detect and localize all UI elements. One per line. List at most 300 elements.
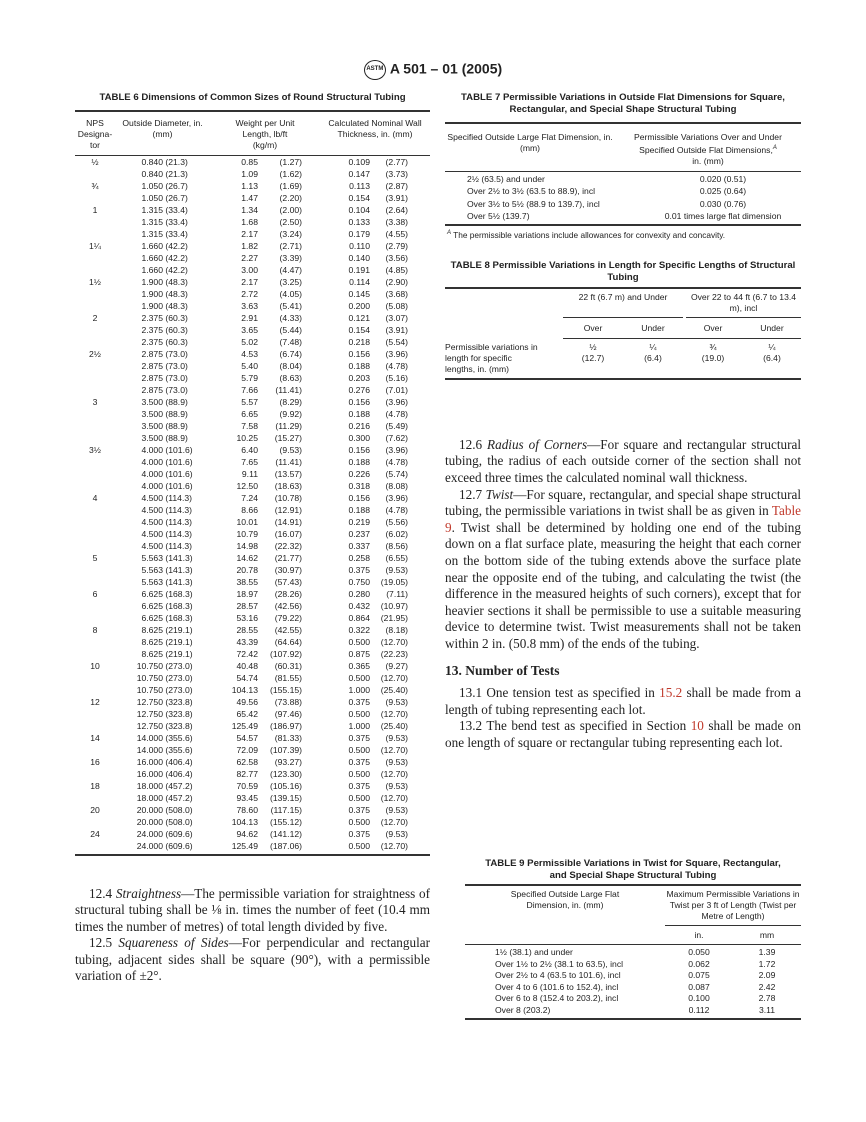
table-row (465, 970, 801, 982)
outside-diameter: 5.563 (141.3) (141, 576, 193, 587)
t8-sub: Over (583, 322, 603, 333)
outside-diameter: 1.660 (42.2) (141, 240, 188, 251)
weight: 53.16 (79.22) (236, 612, 302, 623)
section-10-link[interactable]: 10 (690, 718, 704, 734)
table-row (75, 684, 430, 696)
table-row (465, 947, 801, 959)
wall-thickness: 0.750 (19.05) (348, 576, 408, 587)
nps (75, 228, 115, 240)
table-row (75, 420, 430, 432)
weight: 10.01 (14.91) (236, 516, 302, 527)
wall-thickness: 0.365 (9.27) (348, 660, 408, 671)
wall-thickness: 0.188 (4.78) (348, 360, 408, 371)
section-13-heading: 13. Number of Tests (445, 662, 560, 678)
table-row (465, 993, 801, 1005)
outside-diameter: 1.660 (42.2) (141, 264, 188, 275)
weight: 2.17 (3.24) (241, 228, 302, 239)
wall-thickness: 0.375 (9.53) (348, 780, 408, 791)
table-row (75, 732, 430, 744)
table-row (75, 348, 430, 360)
table-row (75, 192, 430, 204)
table-6-title: TABLE 6 Dimensions of Common Sizes of Round Structural Tubing (99, 92, 406, 103)
wall-thickness: 0.375 (9.53) (348, 756, 408, 767)
table-row (75, 840, 430, 852)
nps (75, 792, 115, 804)
outside-diameter: 8.625 (219.1) (141, 636, 193, 647)
table-row (75, 564, 430, 576)
wall-thickness: 0.375 (9.53) (348, 732, 408, 743)
nps (75, 168, 115, 180)
table-row (75, 180, 430, 192)
weight: 2.27 (3.39) (241, 252, 302, 263)
dimension: Over 5½ (139.7) (467, 211, 530, 222)
nps (75, 324, 115, 336)
page-header (0, 60, 866, 80)
outside-diameter: 2.875 (73.0) (141, 372, 188, 383)
nps (75, 192, 115, 204)
weight: 2.17 (3.25) (241, 276, 302, 287)
wall-thickness: 0.375 (9.53) (348, 804, 408, 815)
nps (75, 336, 115, 348)
t8-group-short: 22 ft (6.7 m) and Under (563, 292, 683, 318)
weight: 72.42 (107.92) (236, 648, 302, 659)
col-wall: Calculated Nominal Wall Thickness, in. (mm) (328, 118, 422, 139)
twist-mm: 2.78 (758, 993, 776, 1003)
twist-in: 0.087 (688, 981, 710, 992)
outside-diameter: 2.875 (73.0) (141, 348, 188, 359)
weight: 104.13 (155.15) (231, 684, 302, 695)
wall-thickness: 0.156 (3.96) (348, 492, 408, 503)
table-row (75, 516, 430, 528)
nps: 2½ (89, 348, 101, 359)
dimension: Over 1½ to 2½ (38.1 to 63.5), incl (495, 958, 624, 969)
t9-unit-in: in. (694, 930, 704, 940)
wall-thickness: 0.154 (3.91) (348, 192, 408, 203)
nps (75, 264, 115, 276)
wall-thickness: 0.280 (7.11) (348, 588, 408, 599)
nps (75, 288, 115, 300)
weight: 62.58 (93.27) (236, 756, 302, 767)
table-row (75, 216, 430, 228)
weight: 8.66 (12.91) (241, 504, 302, 515)
outside-diameter: 20.000 (508.0) (136, 816, 193, 827)
t7-footnote: $^A$ The permissible variations include allowances for convexity and concavity. (447, 229, 726, 240)
t8-cell: ¾ (19.0) (701, 341, 725, 363)
wall-thickness: 0.203 (5.16) (348, 372, 408, 383)
nps (75, 384, 115, 396)
table-row (75, 600, 430, 612)
wall-thickness: 0.864 (21.95) (348, 612, 408, 623)
nps (75, 600, 115, 612)
outside-diameter: 24.000 (609.6) (136, 840, 193, 851)
outside-diameter: 0.840 (21.3) (141, 168, 188, 179)
outside-diameter: 14.000 (355.6) (136, 732, 193, 743)
outside-diameter: 24.000 (609.6) (136, 828, 193, 839)
table-row (75, 552, 430, 564)
twist-mm: 2.09 (758, 970, 776, 980)
weight: 1.09 (1.62) (241, 168, 302, 179)
outside-diameter: 10.750 (273.0) (136, 684, 193, 695)
wall-thickness: 0.258 (6.55) (348, 552, 408, 563)
nps (75, 576, 115, 588)
nps: 1¼ (89, 240, 101, 251)
weight: 18.97 (28.26) (236, 588, 302, 599)
weight: 1.82 (2.71) (241, 240, 302, 251)
outside-diameter: 5.563 (141.3) (141, 564, 193, 575)
table-9-link[interactable]: Table 9 (445, 503, 801, 535)
wall-thickness: 0.218 (5.54) (348, 336, 408, 347)
table-row (75, 576, 430, 588)
outside-diameter: 18.000 (457.2) (136, 792, 193, 803)
table-row (75, 384, 430, 396)
outside-diameter: 5.563 (141.3) (141, 552, 193, 563)
weight: 7.24 (10.78) (241, 492, 302, 503)
twist-mm: 2.42 (758, 981, 776, 992)
weight: 6.40 (9.53) (241, 444, 302, 455)
wall-thickness: 0.154 (3.91) (348, 324, 408, 335)
weight: 78.60 (117.15) (236, 804, 302, 815)
twist-mm: 3.11 (758, 1004, 776, 1015)
nps: 14 (90, 732, 100, 743)
weight: 7.65 (11.41) (241, 456, 302, 467)
outside-diameter: 4.000 (101.6) (141, 480, 193, 491)
table-row (75, 324, 430, 336)
nps (75, 504, 115, 516)
table-row (445, 173, 801, 186)
table-row (75, 624, 430, 636)
col-weight: Weight per Unit Length, lb/ft (kg/m) (235, 118, 295, 150)
nps: ¾ (91, 180, 99, 191)
table-row (465, 1005, 801, 1017)
table-row (75, 240, 430, 252)
t8-group-long: Over 22 to 44 ft (6.7 to 13.4 m), incl (686, 292, 801, 318)
weight: 94.62 (141.12) (236, 828, 302, 839)
table-row (75, 228, 430, 240)
wall-thickness: 0.156 (3.96) (348, 348, 408, 359)
weight: 125.49 (186.97) (231, 720, 302, 731)
table-row (75, 660, 430, 672)
para-12-6: 12.6 Radius of Corners—For square and rectangular structural tubing, the radius of each outside corner of the section shall not exceed three times the calculated nominal wall thickness. (445, 436, 802, 486)
nps (75, 300, 115, 312)
wall-thickness: 0.140 (3.56) (348, 252, 408, 263)
wall-thickness: 0.375 (9.53) (348, 696, 408, 707)
table-9-title: TABLE 9 Permissible Variations in Twist for Square, Rectangular, and Special Shape Structural Tubing (485, 858, 781, 881)
weight: 7.58 (11.29) (241, 420, 302, 431)
t8-sub: Over (703, 322, 723, 333)
weight: 1.47 (2.20) (241, 192, 302, 203)
table-row (75, 168, 430, 180)
weight: 1.34 (2.00) (241, 204, 302, 215)
dimension: 2½ (63.5) and under (467, 173, 545, 184)
wall-thickness: 0.188 (4.78) (348, 456, 408, 467)
weight: 93.45 (139.15) (236, 792, 302, 803)
twist-in: 0.062 (688, 958, 710, 969)
dimension: Over 2½ to 4 (63.5 to 101.6), incl (495, 970, 621, 980)
weight: 40.48 (60.31) (236, 660, 302, 671)
outside-diameter: 4.000 (101.6) (141, 456, 193, 467)
t8-sub: Under (760, 322, 784, 333)
outside-diameter: 1.315 (33.4) (141, 204, 188, 215)
table-row (75, 155, 430, 168)
wall-thickness: 0.500 (12.70) (348, 672, 408, 683)
para-13-2: 13.2 The bend test as specified in Section 10 shall be made on one length of square or rectangular tubing representing each lot. (445, 718, 801, 750)
table-row (75, 456, 430, 468)
weight: 28.55 (42.55) (236, 624, 302, 635)
nps (75, 564, 115, 576)
table-row (445, 185, 801, 198)
outside-diameter: 3.500 (88.9) (141, 396, 188, 407)
nps: 2 (92, 312, 98, 323)
wall-thickness: 0.500 (12.70) (348, 816, 408, 827)
nps: 5 (92, 552, 98, 563)
weight: 5.02 (7.48) (241, 336, 302, 347)
nps: 12 (90, 696, 100, 707)
weight: 28.57 (42.56) (236, 600, 302, 611)
outside-diameter: 2.875 (73.0) (141, 360, 188, 371)
table-row (75, 672, 430, 684)
table-row (75, 396, 430, 408)
nps (75, 768, 115, 780)
table-row (75, 432, 430, 444)
table-9 (465, 858, 801, 1020)
table-row (75, 480, 430, 492)
wall-thickness: 0.188 (4.78) (348, 504, 408, 515)
wall-thickness: 1.000 (25.40) (348, 684, 408, 695)
col-nps: NPS Designa- tor (77, 118, 113, 150)
nps (75, 516, 115, 528)
outside-diameter: 14.000 (355.6) (136, 744, 193, 755)
wall-thickness: 0.216 (5.49) (348, 420, 408, 431)
nps (75, 372, 115, 384)
right-text (445, 437, 801, 752)
weight: 14.62 (21.77) (236, 552, 302, 563)
t8-row-label: Permissible variations in length for specific lengths, in. (mm) (445, 341, 538, 374)
nps (75, 540, 115, 552)
weight: 70.59 (105.16) (236, 780, 302, 791)
nps (75, 612, 115, 624)
dimension: Over 4 to 6 (101.6 to 152.4), incl (495, 981, 619, 992)
table-6 (75, 92, 430, 985)
weight: 125.49 (187.06) (231, 840, 302, 851)
outside-diameter: 16.000 (406.4) (136, 756, 193, 767)
table-7-title: TABLE 7 Permissible Variations in Outside Flat Dimensions for Square, Rectangular, and Special Shape Structural Tubing (461, 92, 785, 115)
wall-thickness: 0.337 (8.56) (348, 540, 408, 551)
weight: 5.40 (8.04) (241, 360, 302, 371)
table-row (75, 648, 430, 660)
weight: 5.79 (8.63) (241, 372, 302, 383)
nps: 1 (92, 204, 98, 215)
t8-cell: ¼ (6.4) (644, 341, 662, 363)
wall-thickness: 0.113 (2.87) (349, 180, 408, 191)
weight: 2.91 (4.33) (241, 312, 302, 323)
variation: 0.025 (0.64) (699, 186, 747, 197)
wall-thickness: 0.156 (3.96) (348, 444, 408, 455)
outside-diameter: 4.500 (114.3) (141, 504, 192, 515)
table-row (75, 468, 430, 480)
table-7 (445, 92, 801, 240)
wall-thickness: 0.500 (12.70) (348, 744, 408, 755)
weight: 54.57 (81.33) (236, 732, 302, 743)
wall-thickness: 0.500 (12.70) (348, 708, 408, 719)
twist-in: 0.112 (688, 1004, 710, 1015)
nps (75, 708, 115, 720)
table-row (75, 336, 430, 348)
wall-thickness: 0.200 (5.08) (348, 300, 408, 311)
nps: 3½ (89, 444, 101, 455)
variation: 0.01 times large flat dimension (664, 211, 782, 222)
table-row (75, 828, 430, 840)
t7-header-dimension: Specified Outside Large Flat Dimension, in. (mm) (447, 132, 613, 153)
table-row (75, 276, 430, 288)
outside-diameter: 10.750 (273.0) (136, 660, 193, 671)
table-row (75, 768, 430, 780)
nps: 3 (92, 396, 98, 407)
table-row (75, 612, 430, 624)
weight: 2.72 (4.05) (241, 288, 302, 299)
wall-thickness: 0.500 (12.70) (348, 768, 408, 779)
nps (75, 216, 115, 228)
para-12-4: 12.4 Straightness—The permissible variation for straightness of structural tubing shall be ⅛ in. times the number of feet (10.4 mm times the number of metres) of total length divided by five. (75, 885, 431, 934)
dimension: Over 3½ to 5½ (88.9 to 139.7), incl (467, 198, 600, 209)
table-8-title: TABLE 8 Permissible Variations in Length for Specific Lengths of Structural Tubing (450, 259, 796, 283)
variation: 0.020 (0.51) (699, 173, 747, 184)
outside-diameter: 6.625 (168.3) (141, 600, 193, 611)
wall-thickness: 0.145 (3.68) (348, 288, 408, 299)
wall-thickness: 0.322 (8.18) (348, 624, 408, 635)
section-15-2-link[interactable]: 15.2 (659, 685, 683, 701)
dimension: Over 6 to 8 (152.4 to 203.2), incl (495, 993, 619, 1003)
wall-thickness: 0.375 (9.53) (348, 564, 408, 575)
nps (75, 456, 115, 468)
outside-diameter: 6.625 (168.3) (141, 588, 193, 599)
t8-sub: Under (641, 322, 665, 333)
nps: 18 (90, 780, 100, 791)
nps: 1½ (89, 276, 101, 287)
weight: 3.63 (5.41) (241, 300, 302, 311)
table-8 (445, 260, 801, 380)
t8-cell: ¼ (6.4) (763, 341, 781, 363)
t9-unit-mm: mm (759, 930, 775, 940)
wall-thickness: 0.237 (6.02) (348, 528, 408, 539)
nps (75, 528, 115, 540)
weight: 20.78 (30.97) (236, 564, 302, 575)
left-text (75, 886, 430, 986)
wall-thickness: 0.300 (7.62) (348, 432, 408, 443)
table-row (75, 360, 430, 372)
outside-diameter: 2.375 (60.3) (141, 312, 188, 323)
weight: 104.13 (155.12) (231, 816, 302, 827)
outside-diameter: 4.500 (114.3) (141, 540, 192, 551)
table-row (75, 252, 430, 264)
table-row (75, 792, 430, 804)
table-row (75, 588, 430, 600)
outside-diameter: 12.750 (323.8) (136, 696, 193, 707)
table-row (75, 756, 430, 768)
dimension: 1½ (38.1) and under (495, 947, 573, 957)
wall-thickness: 0.432 (10.97) (348, 600, 408, 611)
table-row (75, 408, 430, 420)
table-row (75, 204, 430, 216)
table-row (445, 210, 801, 223)
wall-thickness: 0.875 (22.23) (348, 648, 408, 659)
twist-mm: 1.39 (758, 947, 776, 957)
weight: 43.39 (64.64) (236, 636, 302, 647)
table-row (75, 372, 430, 384)
outside-diameter: 3.500 (88.9) (141, 408, 188, 419)
wall-thickness: 0.276 (7.01) (348, 384, 408, 395)
outside-diameter: 1.315 (33.4) (141, 228, 188, 239)
table-row (75, 540, 430, 552)
nps: ½ (91, 156, 99, 167)
outside-diameter: 2.375 (60.3) (141, 324, 188, 335)
nps (75, 816, 115, 828)
t7-header-variation: Permissible Variations Over and Under Specified Outside Flat Dimensions,$^A$ in. (mm) (634, 132, 782, 166)
weight: 5.57 (8.29) (241, 396, 302, 407)
nps (75, 408, 115, 420)
table-row (75, 696, 430, 708)
outside-diameter: 12.750 (323.8) (136, 708, 193, 719)
table-row (75, 744, 430, 756)
nps: 20 (90, 804, 100, 815)
table-row (75, 804, 430, 816)
nps (75, 684, 115, 696)
wall-thickness: 0.188 (4.78) (348, 408, 408, 419)
nps (75, 648, 115, 660)
astm-logo: ASTM (364, 60, 386, 80)
wall-thickness: 0.226 (5.74) (348, 468, 408, 479)
table-row (75, 636, 430, 648)
table-row (75, 312, 430, 324)
table-row (75, 492, 430, 504)
table-row (465, 959, 801, 971)
outside-diameter: 0.840 (21.3) (141, 156, 188, 167)
wall-thickness: 0.114 (2.90) (349, 276, 408, 287)
weight: 54.74 (81.55) (236, 672, 302, 683)
weight: 9.11 (13.57) (241, 468, 302, 479)
wall-thickness: 0.121 (3.07) (348, 312, 408, 323)
outside-diameter: 4.500 (114.3) (141, 528, 192, 539)
table-row (75, 288, 430, 300)
nps (75, 720, 115, 732)
outside-diameter: 10.750 (273.0) (136, 672, 193, 683)
weight: 1.68 (2.50) (241, 216, 302, 227)
nps (75, 636, 115, 648)
nps: 16 (90, 756, 100, 767)
wall-thickness: 0.500 (12.70) (348, 840, 408, 851)
outside-diameter: 1.900 (48.3) (141, 300, 188, 311)
outside-diameter: 16.000 (406.4) (136, 768, 193, 779)
twist-in: 0.100 (688, 993, 710, 1003)
weight: 65.42 (97.46) (236, 708, 302, 719)
table-row (75, 300, 430, 312)
weight: 82.77 (123.30) (236, 768, 302, 779)
t9-header-twist: Maximum Permissible Variations in Twist per 3 ft of Length (Twist per Metre of Length) (665, 889, 801, 926)
outside-diameter: 1.900 (48.3) (141, 288, 188, 299)
outside-diameter: 2.875 (73.0) (141, 384, 188, 395)
outside-diameter: 3.500 (88.9) (141, 432, 188, 443)
wall-thickness: 0.109 (2.77) (348, 156, 408, 167)
nps (75, 252, 115, 264)
outside-diameter: 1.900 (48.3) (141, 276, 188, 287)
nps (75, 840, 115, 852)
nps (75, 432, 115, 444)
twist-mm: 1.72 (758, 958, 776, 969)
nps (75, 744, 115, 756)
para-12-5: 12.5 Squareness of Sides—For perpendicular and rectangular tubing, adjacent sides shall be square (90°), with a permissible variation of ±2°. (75, 935, 430, 984)
para-13-1: 13.1 One tension test as specified in 15.2 shall be made from a length of tubing representing each lot. (445, 685, 801, 717)
outside-diameter: 1.050 (26.7) (141, 192, 188, 203)
dimension: Over 8 (203.2) (495, 1004, 551, 1015)
